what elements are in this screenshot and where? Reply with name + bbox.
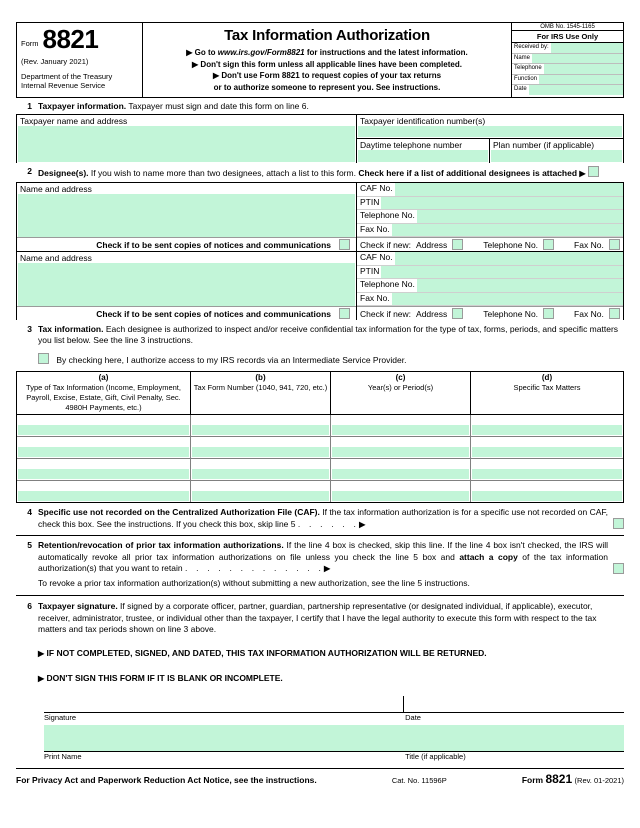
header-bullet-4 — [147, 82, 507, 94]
bullet-1-pre: Go to — [194, 48, 218, 57]
line-1-text — [38, 101, 624, 112]
line-6-body: If signed by a corporate officer, partner, guardian, partnership representative (or designated individual, if applicable), executor, receiver, administrator, trustee, or individual other than the taxpayer, I certify that I have the legal authority to execute this form with respect to the tax matters and tax periods shown on line 3 above. — [38, 601, 597, 634]
warning-1-arrow-icon: ▶ — [38, 649, 45, 659]
cell-a[interactable] — [17, 459, 191, 480]
signature-label: Signature — [44, 712, 77, 722]
print-name-caption-row — [16, 752, 624, 761]
line-5-paragraph-1 — [38, 540, 608, 574]
print-name-row — [16, 725, 624, 752]
column-letter-a: (a) — [98, 373, 109, 383]
designee-2-new-address-checkbox[interactable] — [452, 308, 463, 319]
phone-plan-row — [357, 139, 623, 163]
line-1-body: Taxpayer must sign and date this form on line 6. — [126, 101, 309, 111]
designee-1-fax-row — [357, 224, 623, 238]
designee-1-fax-input[interactable] — [392, 224, 623, 237]
line-4-body: If the tax information authorization is for a specific use not recorded on CAF, check this box. See the instructions. If you check this box, skip line 5 — [38, 507, 609, 529]
designee-2-fax-row — [357, 293, 623, 307]
signature-line-row — [16, 697, 624, 713]
column-header-c — [331, 372, 471, 414]
line-6-number: 6 — [27, 601, 32, 612]
line-5-block — [16, 536, 624, 595]
form-revision-date: (Rev. January 2021) — [21, 57, 89, 66]
form-footer — [16, 768, 624, 786]
footer-form-word: Form — [521, 774, 544, 785]
line-6-warning-1 — [38, 648, 624, 660]
irs-name-field[interactable] — [532, 54, 623, 64]
line-3-table-header — [17, 372, 623, 415]
designee-1-copies-checkbox[interactable] — [339, 239, 350, 250]
designee-2-caf-input[interactable] — [395, 252, 623, 265]
cell-b[interactable] — [191, 437, 331, 458]
column-header-d — [471, 372, 623, 414]
line-5-text — [38, 540, 624, 589]
designee-1-telephone-input[interactable] — [417, 210, 623, 223]
line-6-warning-2 — [38, 673, 624, 685]
column-label-b: Tax Form Number (1040, 941, 720, etc.) — [193, 383, 328, 393]
designee-1-new-address-label: Address — [416, 239, 448, 250]
cell-c[interactable] — [331, 415, 471, 436]
column-letter-c: (c) — [395, 373, 406, 383]
designee-2-new-fax-label: Fax No. — [574, 308, 604, 319]
cell-a[interactable] — [17, 415, 191, 436]
designee-2-copies-row — [17, 306, 356, 320]
irs-use-only-title: For IRS Use Only — [512, 30, 623, 43]
irs-use-only-box — [511, 23, 623, 97]
designee-block-2 — [16, 251, 624, 320]
footer-form-number: 8821 — [545, 771, 573, 786]
cell-d[interactable] — [471, 437, 623, 458]
tin-block — [357, 115, 623, 139]
line-1-heading — [16, 98, 624, 114]
line-5-dot-leader: . . . . . . . . . . . . . — [184, 563, 325, 574]
intermediate-service-provider-row — [16, 349, 624, 371]
daytime-phone-label: Daytime telephone number — [360, 140, 463, 151]
designee-1-check-if-new-row — [357, 237, 623, 251]
line-1-number: 1 — [27, 101, 32, 111]
irs-date-label: Date — [514, 86, 527, 92]
omb-number: OMB No. 1545-1165 — [540, 24, 595, 30]
column-header-b — [191, 372, 331, 414]
table-row — [17, 459, 623, 481]
designee-1-copies-label: Check if to be sent copies of notices and communications — [96, 239, 331, 250]
line-5-body-1: If the line 4 box is checked, skip this line. If the line 4 box isn't checked, the IRS will automatically revoke all prior tax information authorizations on file unless you check the line 5 box and — [38, 540, 608, 562]
designee-1-telephone-row — [357, 210, 623, 224]
line-6-text — [38, 601, 624, 685]
designee-1-name-address-input[interactable] — [18, 194, 355, 237]
designee-2-name-address-input[interactable] — [18, 263, 355, 306]
line-5-number: 5 — [27, 540, 32, 551]
line-2-text — [38, 166, 624, 180]
line-2-number: 2 — [27, 166, 32, 177]
irs-row-name — [512, 54, 623, 65]
designee-1-new-fax-label: Fax No. — [574, 239, 604, 250]
issuing-agency — [21, 72, 138, 91]
designee-2-check-if-new-label: Check if new: — [360, 308, 412, 319]
form-word-label: Form — [21, 39, 39, 48]
form-header — [16, 22, 624, 98]
signature-input[interactable] — [44, 696, 403, 713]
line-5-title: Retention/revocation of prior tax information authorizations. — [38, 540, 284, 551]
header-bullet-2 — [147, 59, 507, 71]
cell-b[interactable] — [191, 459, 331, 480]
cell-b[interactable] — [191, 415, 331, 436]
intermediate-service-provider-checkbox[interactable] — [38, 353, 49, 364]
irs-row-function — [512, 75, 623, 86]
header-bullet-1 — [147, 47, 507, 59]
line-3-number: 3 — [27, 324, 32, 335]
designee-2-new-telephone-checkbox[interactable] — [543, 308, 554, 319]
line-4-text — [38, 507, 624, 530]
cell-c[interactable] — [331, 481, 471, 502]
designee-2-new-telephone-label: Telephone No. — [483, 308, 539, 319]
designee-2-check-if-new-row — [357, 306, 623, 320]
column-header-a — [17, 372, 191, 414]
plan-number-input[interactable] — [491, 150, 622, 162]
designee-2-name-address-cell — [17, 252, 357, 320]
retention-revocation-checkbox[interactable] — [613, 563, 624, 574]
designee-1-ptin-row — [357, 197, 623, 211]
designee-2-caf-label: CAF No. — [360, 252, 393, 263]
taxpayer-name-address-input[interactable] — [18, 126, 355, 162]
designee-2-contact-cell — [357, 252, 623, 320]
form-number: 8821 — [42, 24, 99, 54]
line-3-body: Each designee is authorized to inspect and/or receive confidential tax information for the type of tax, forms, periods, and specific matters you list below. See the line 3 instructions. — [38, 324, 619, 346]
footer-revision: (Rev. 01-2021) — [574, 775, 624, 785]
line-3-title: Tax information. — [38, 324, 104, 335]
designee-2-fax-input[interactable] — [392, 293, 623, 306]
designee-1-new-address-checkbox[interactable] — [452, 239, 463, 250]
designee-1-ptin-input[interactable] — [381, 197, 623, 210]
designee-2-ptin-input[interactable] — [381, 266, 623, 279]
line-2-body: If you wish to name more than two designees, attach a list to this form. — [88, 168, 359, 179]
privacy-act-notice: For Privacy Act and Paperwork Reduction Act Notice, see the instructions. — [16, 774, 317, 785]
line-5-body-2: of the tax information authorization(s) that you want to retain — [38, 551, 608, 574]
header-bullet-3 — [147, 70, 507, 82]
table-row — [17, 481, 623, 502]
bullet-arrow-icon: ▶ — [212, 71, 220, 81]
designee-1-copies-row — [17, 237, 356, 251]
bullet-3-text: Don't use Form 8821 to request copies of your tax returns — [221, 71, 442, 81]
irs-name-label: Name — [514, 54, 531, 61]
taxpayer-name-address-label: Taxpayer name and address — [20, 116, 128, 127]
isp-spacer — [16, 353, 38, 366]
designee-2-new-address-label: Address — [416, 308, 448, 319]
header-instructions — [147, 47, 507, 93]
warning-2-text: DON'T SIGN THIS FORM IF IT IS BLANK OR INCOMPLETE. — [46, 673, 283, 684]
cell-a[interactable] — [17, 481, 191, 502]
designee-1-new-telephone-label: Telephone No. — [483, 239, 539, 250]
designee-1-check-if-new-label: Check if new: — [360, 239, 412, 250]
warning-2-arrow-icon: ▶ — [38, 674, 45, 684]
designee-1-new-fax-checkbox[interactable] — [609, 239, 620, 250]
designee-2-copies-checkbox[interactable] — [339, 308, 350, 319]
cell-d[interactable] — [471, 481, 623, 502]
irs-received-by-field[interactable] — [551, 43, 623, 53]
designee-block-1 — [16, 182, 624, 251]
signature-caption-row — [16, 713, 624, 722]
designee-2-copies-label: Check if to be sent copies of notices and communications — [96, 308, 331, 319]
line-3-text — [38, 324, 624, 347]
taxpayer-name-address-cell — [17, 115, 357, 163]
designee-2-caf-row — [357, 252, 623, 266]
line-6-paragraph — [38, 601, 624, 635]
specific-use-checkbox[interactable] — [613, 518, 624, 529]
irs-telephone-field[interactable] — [544, 64, 623, 74]
cell-d[interactable] — [471, 415, 623, 436]
line-4-arrow-icon: ▶ — [359, 519, 366, 529]
form-title: Tax Information Authorization — [224, 27, 430, 44]
agency-line-1: Department of the Treasury — [21, 72, 113, 81]
header-title-block — [143, 23, 511, 97]
taxpayer-identification-cell — [357, 115, 623, 163]
line-3-heading — [16, 320, 624, 349]
irs-date-field[interactable] — [529, 85, 623, 95]
tin-label: Taxpayer identification number(s) — [360, 116, 486, 127]
cell-a[interactable] — [17, 437, 191, 458]
footer-form-identity — [522, 772, 624, 786]
cell-b[interactable] — [191, 481, 331, 502]
line-4-block — [16, 503, 624, 535]
cell-c[interactable] — [331, 459, 471, 480]
line-3-table — [16, 371, 624, 502]
header-form-identity — [17, 23, 143, 97]
irs-received-by-label: Received by: — [514, 44, 549, 50]
designee-1-name-address-cell — [17, 183, 357, 251]
date-label: Date — [405, 712, 421, 722]
line-5-bold-mid: attach a copy — [459, 551, 518, 562]
designee-2-telephone-input[interactable] — [417, 279, 623, 292]
designee-1-ptin-label: PTIN — [360, 196, 380, 207]
isp-label: By checking here, I authorize access to my IRS records via an Intermediate Service Provider. — [56, 354, 407, 365]
designee-2-ptin-row — [357, 266, 623, 280]
line-6-block — [16, 596, 624, 685]
print-name-input[interactable] — [44, 725, 404, 751]
line-6-title: Taxpayer signature. — [38, 601, 118, 612]
designee-2-ptin-label: PTIN — [360, 265, 380, 276]
line-5-paragraph-2: To revoke a prior tax information authorization(s) without submitting a new authorization, see the line 5 instructions. — [38, 577, 470, 588]
agency-line-2: Internal Revenue Service — [21, 81, 106, 91]
irs-function-label: Function — [514, 75, 538, 82]
print-name-label: Print Name — [44, 751, 82, 761]
column-label-a: Type of Tax Information (Income, Employment, Payroll, Excise, Estate, Gift, Civil Penalty, Sec. 4980H Payments, etc.) — [26, 383, 181, 412]
irs-row-date — [512, 85, 623, 95]
line-2-arrow-icon: ▶ — [579, 169, 586, 179]
date-input[interactable] — [403, 696, 624, 713]
designee-2-name-address-label: Name and address — [20, 253, 92, 264]
title-label: Title (if applicable) — [405, 751, 466, 761]
table-row — [17, 415, 623, 437]
tin-input[interactable] — [358, 126, 622, 137]
table-row — [17, 437, 623, 459]
isp-body — [38, 353, 624, 366]
title-input[interactable] — [404, 725, 624, 751]
bullet-arrow-icon: ▶ — [186, 48, 193, 57]
column-label-d: Specific Tax Matters — [513, 383, 581, 393]
column-label-c: Year(s) or Period(s) — [367, 383, 434, 393]
irs-function-field[interactable] — [539, 75, 623, 85]
line-2-title: Designee(s). — [38, 168, 89, 179]
irs-row-telephone — [512, 64, 623, 75]
irs-row-received-by — [512, 43, 623, 54]
column-letter-b: (b) — [255, 373, 266, 383]
signature-block — [16, 697, 624, 761]
line-2-bold-tail: Check here if a list of additional designees is attached — [358, 168, 578, 179]
designee-1-caf-label: CAF No. — [360, 183, 393, 194]
line-4-title: Specific use not recorded on the Centralized Authorization File (CAF). — [38, 507, 320, 518]
line-4-dot-leader: . . . . . . — [297, 518, 360, 529]
additional-designees-checkbox[interactable] — [588, 166, 599, 177]
irs-telephone-label: Telephone — [514, 65, 542, 71]
line-2-heading — [16, 163, 624, 182]
warning-1-text: IF NOT COMPLETED, SIGNED, AND DATED, THIS TAX INFORMATION AUTHORIZATION WILL BE RETURNED. — [46, 648, 487, 659]
bullet-1-post: for instructions and the latest information. — [304, 48, 468, 57]
designee-1-caf-row — [357, 183, 623, 197]
designee-2-fax-label: Fax No. — [360, 292, 390, 303]
cell-d[interactable] — [471, 459, 623, 480]
plan-number-label: Plan number (if applicable) — [493, 140, 595, 151]
taxpayer-information-grid — [16, 114, 624, 163]
catalog-number: Cat. No. 11596P — [391, 775, 447, 785]
designee-1-caf-input[interactable] — [395, 183, 623, 196]
designee-1-fax-label: Fax No. — [360, 223, 390, 234]
bullet-arrow-icon: ▶ — [192, 59, 199, 69]
daytime-phone-cell — [357, 139, 490, 163]
designee-2-telephone-row — [357, 279, 623, 293]
line-4-number: 4 — [27, 507, 32, 518]
line-1-title: Taxpayer information. — [38, 101, 127, 111]
designee-1-contact-cell — [357, 183, 623, 251]
designee-1-name-address-label: Name and address — [20, 184, 92, 195]
cell-c[interactable] — [331, 437, 471, 458]
daytime-phone-input[interactable] — [358, 150, 488, 162]
designee-1-telephone-label: Telephone No. — [360, 210, 415, 221]
plan-number-cell — [490, 139, 623, 163]
designee-2-new-fax-checkbox[interactable] — [609, 308, 620, 319]
line-5-arrow-icon: ▶ — [324, 564, 331, 574]
bullet-2-text: Don't sign this form unless all applicable lines have been completed. — [200, 59, 462, 69]
bullet-4-text: or to authorize someone to represent you. See instructions. — [213, 82, 441, 92]
irs-form-url[interactable]: www.irs.gov/Form8821 — [217, 48, 305, 57]
column-letter-d: (d) — [541, 373, 553, 383]
designee-2-telephone-label: Telephone No. — [360, 279, 415, 290]
designee-1-new-telephone-checkbox[interactable] — [543, 239, 554, 250]
